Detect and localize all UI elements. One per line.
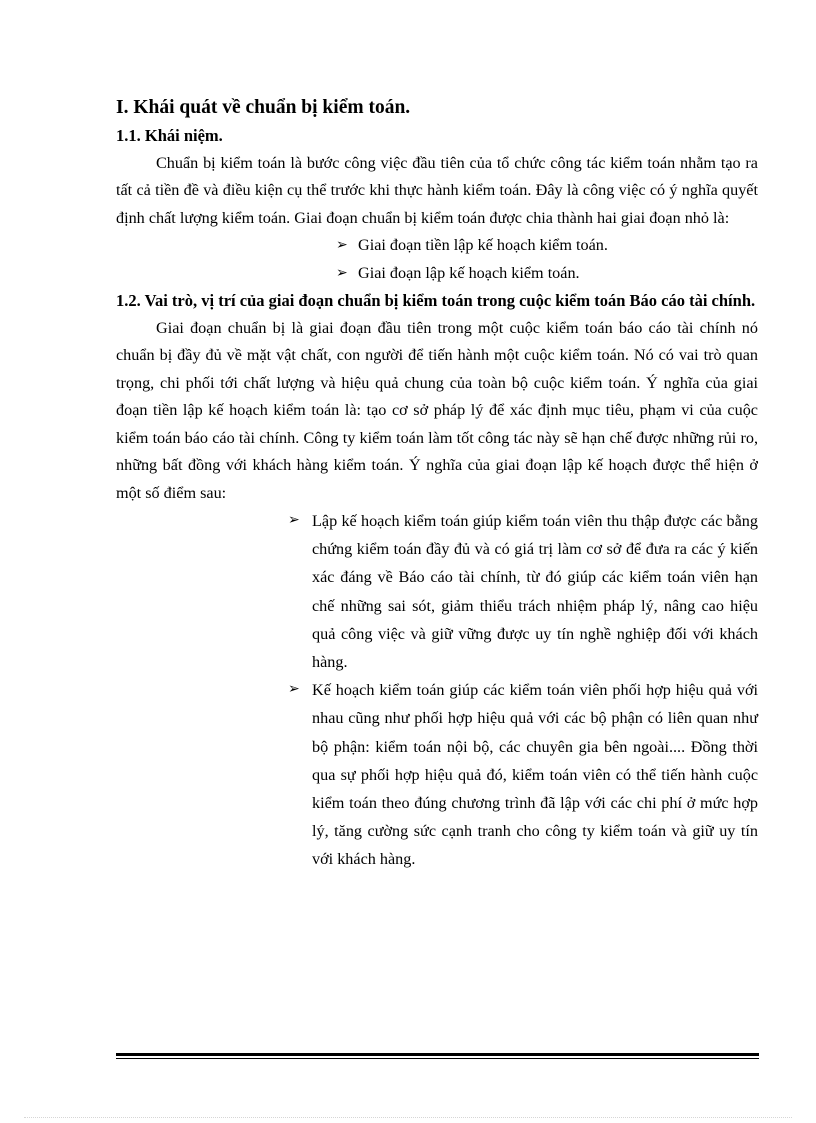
page-edge-divider — [24, 1117, 792, 1118]
list-item-text: Lập kế hoạch kiểm toán giúp kiểm toán viên thu thập được các bằng chứng kiểm toán đầy đủ và có giá trị làm cơ sở để đưa ra các ý kiến xác đáng về Báo cáo tài chính, từ đó giúp các kiểm toán viên hạn chế những sai sót, giảm thiểu trách nhiệm pháp lý, nâng cao hiệu quả công việc và giữ vững được uy tín nghề nghiệp đối với khách hàng. — [312, 512, 758, 672]
list-item — [288, 676, 758, 873]
document-page — [116, 94, 758, 874]
list-item-text: Giai đoạn tiền lập kế hoạch kiểm toán. — [358, 236, 608, 254]
list-item-text: Kế hoạch kiểm toán giúp các kiểm toán viên phối hợp hiệu quả với nhau cũng như phối hợp hiệu quả với các bộ phận có liên quan như bộ phận: kiểm toán nội bộ, các chuyên gia bên ngoài.... Đồng thời qua sự phối hợp hiệu quả đó, kiểm toán viên có thể tiến hành cuộc kiểm toán theo đúng chương trình đã lập với các chi phí ở mức hợp lý, tăng cường sức cạnh tranh cho công ty kiểm toán và giữ uy tín với khách hàng. — [312, 681, 758, 869]
footer-rule — [116, 1053, 759, 1059]
arrow-bullet-icon: ➢ — [288, 681, 300, 698]
list-item — [336, 232, 758, 260]
subsection-heading-1-2: 1.2. Vai trò, vị trí của giai đoạn chuẩn bị kiểm toán trong cuộc kiểm toán Báo cáo tài chính. — [116, 291, 756, 310]
subsection-heading-1-1: 1.1. Khái niệm. — [116, 126, 223, 145]
arrow-bullet-icon: ➢ — [336, 264, 348, 281]
arrow-bullet-icon: ➢ — [288, 512, 300, 528]
paragraph-definition: Chuẩn bị kiểm toán là bước công việc đầu tiên của tổ chức công tác kiểm toán nhằm tạo ra tất cả tiền đề và điều kiện cụ thể trước khi thực hành kiểm toán. Đây là công việc có ý nghĩa quyết định chất lượng kiểm toán. Giai đoạn chuẩn bị kiểm toán được chia thành hai giai đoạn nhỏ là: — [116, 153, 758, 227]
arrow-bullet-icon: ➢ — [336, 237, 348, 253]
significance-list — [116, 507, 758, 874]
list-item — [336, 260, 758, 288]
paragraph-role: Giai đoạn chuẩn bị là giai đoạn đầu tiên trong một cuộc kiểm toán báo cáo tài chính nó chuẩn bị đầy đủ về mặt vật chất, con người để tiến hành một cuộc kiểm toán. Nó có vai trò quan trọng, chi phối tới chất lượng và hiệu quả chung của toàn bộ cuộc kiểm toán. Ý nghĩa của giai đoạn tiền lập kế hoạch kiểm toán là: tạo cơ sở pháp lý để xác định mục tiêu, phạm vi của cuộc kiểm toán báo cáo tài chính. Công ty kiểm toán làm tốt công tác này sẽ hạn chế được những rủi ro, những bất đồng với khách hàng kiểm toán. Ý nghĩa của giai đoạn lập kế hoạch được thể hiện ở một số điểm sau: — [116, 318, 758, 502]
section-title: I. Khái quát về chuẩn bị kiểm toán. — [116, 97, 411, 118]
list-item-text: Giai đoạn lập kế hoạch kiểm toán. — [358, 263, 580, 282]
phase-list — [116, 232, 758, 287]
list-item — [288, 507, 758, 676]
